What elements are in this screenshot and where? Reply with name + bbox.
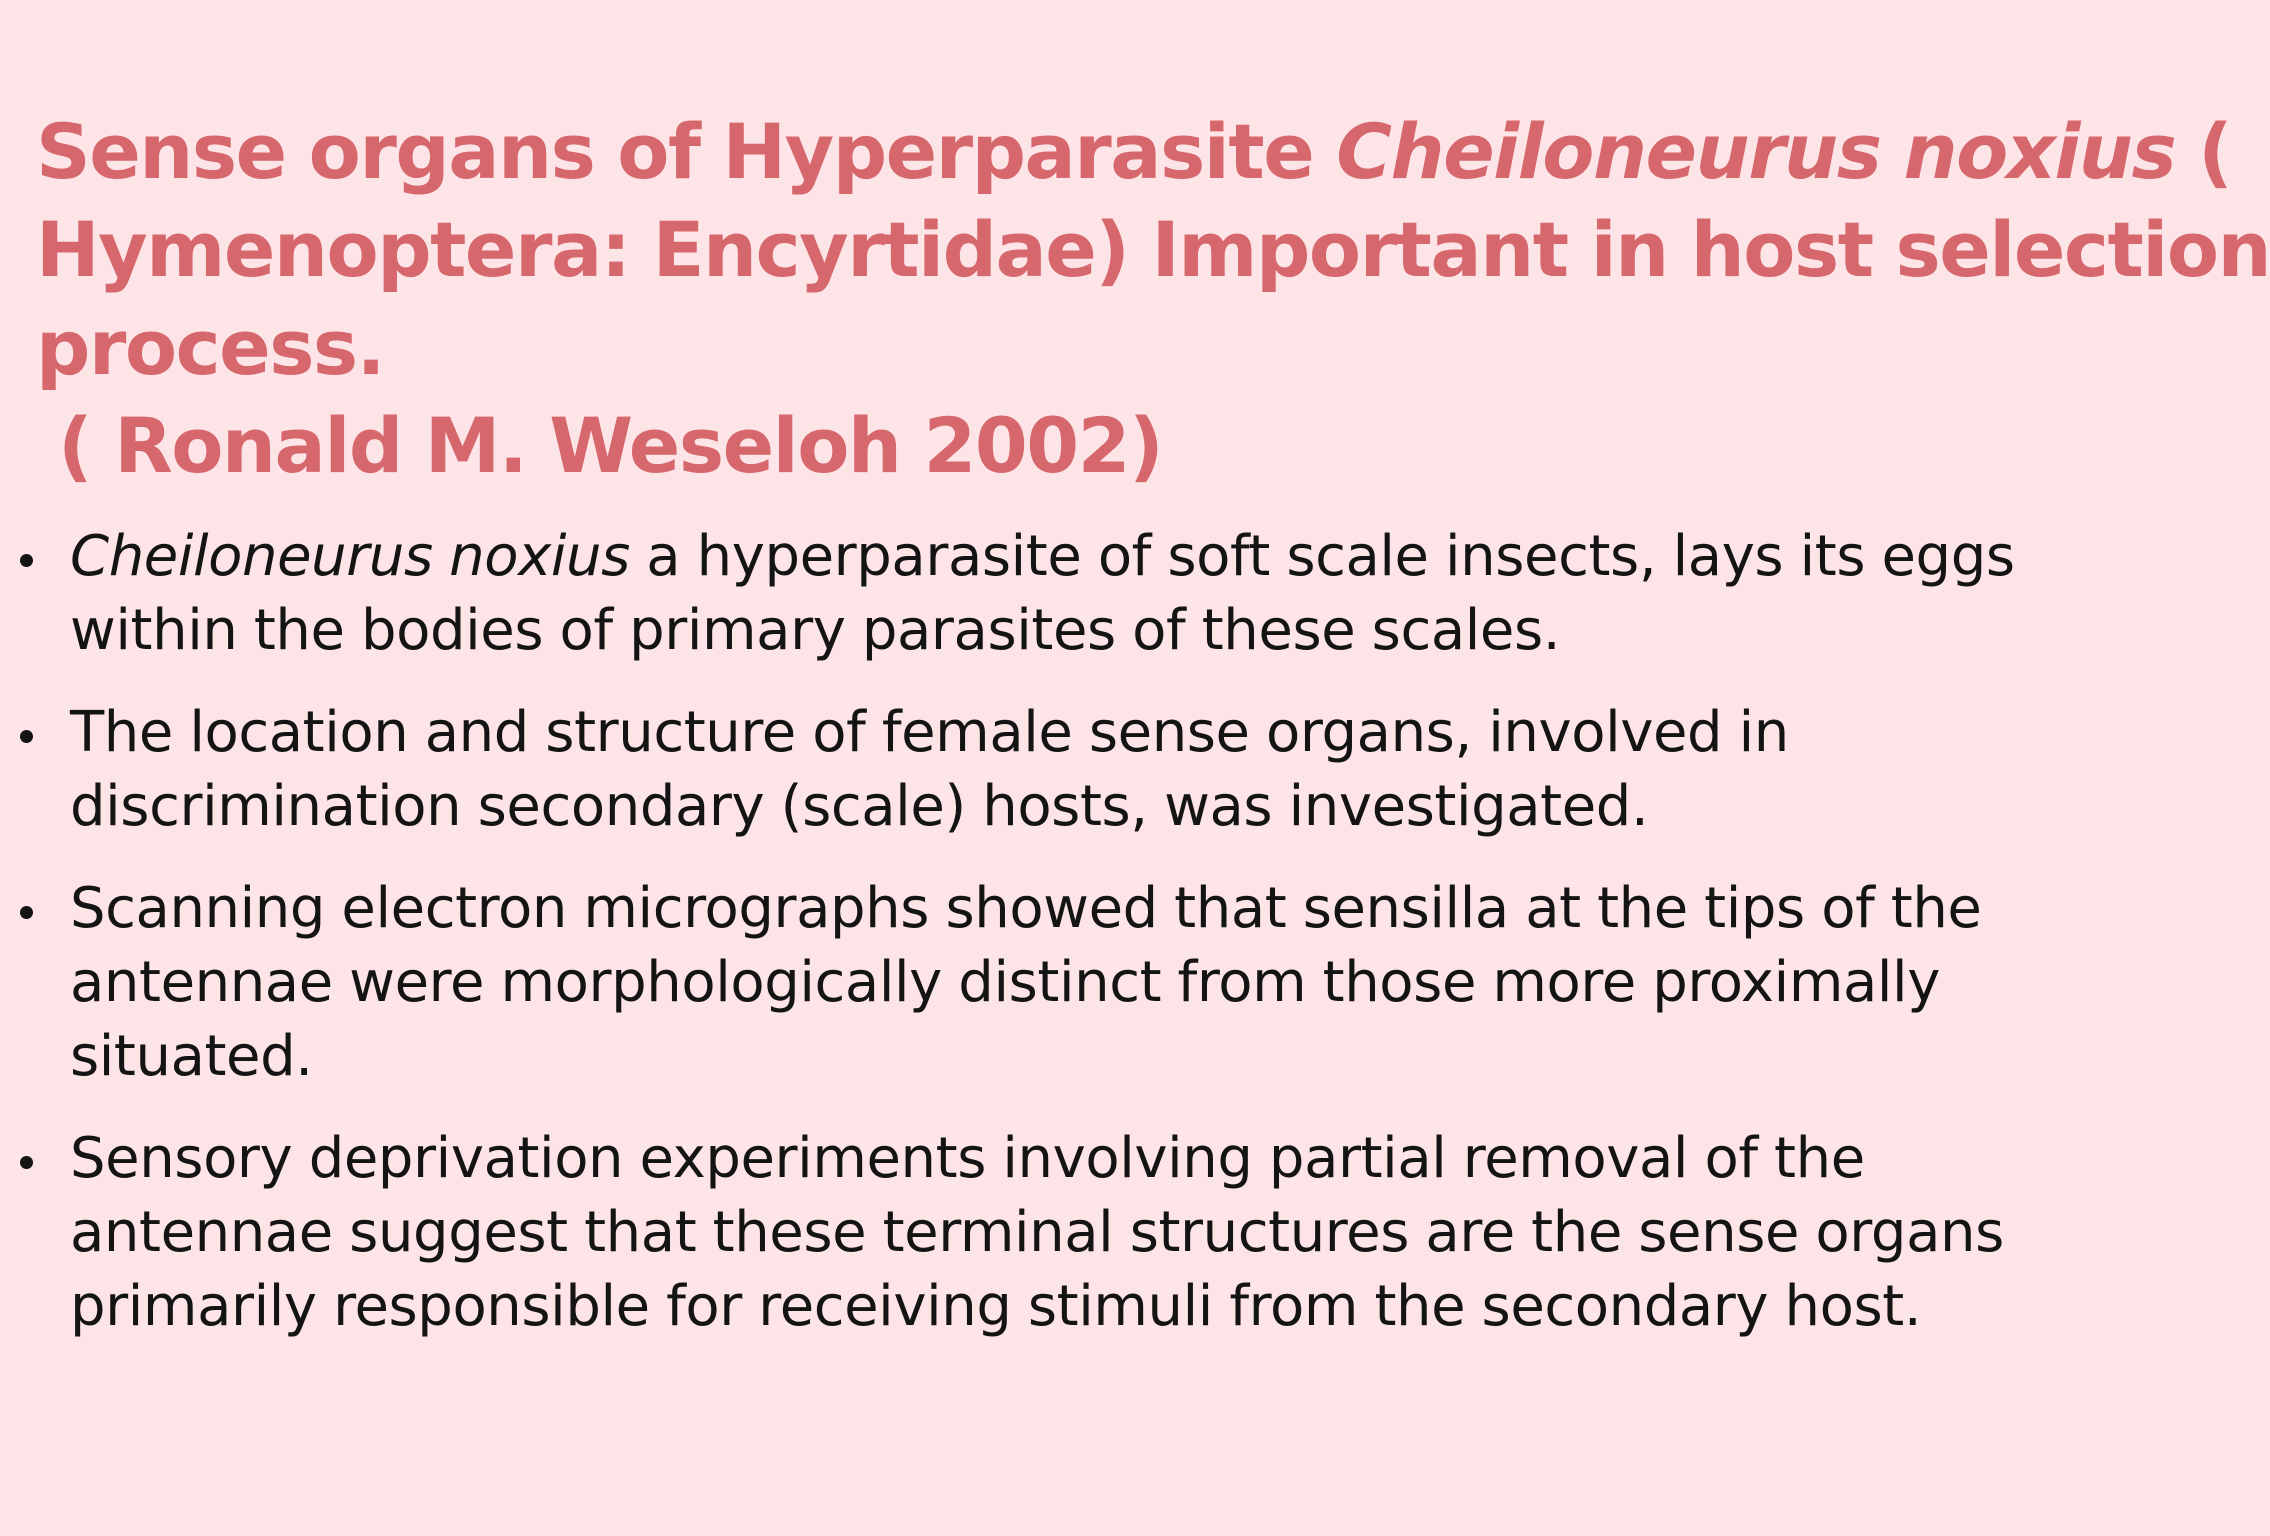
bullet-item-2 xyxy=(0,696,2048,844)
bullet-dot-icon xyxy=(20,730,33,743)
bullet-3-line-3: situated. xyxy=(70,1024,313,1089)
bullet-item-4 xyxy=(0,1122,2048,1344)
bullet-3-line-1: Scanning electron micrographs showed that sensilla at the tips of the xyxy=(70,876,1982,941)
title-prefix: Sense organs of Hyperparasite xyxy=(36,106,1337,196)
bullet-2-line-1: The location and structure of female sense organs, involved in xyxy=(70,700,1789,765)
title-line-1 xyxy=(36,103,2232,201)
title-line-2: Hymenoptera: Encyrtidae) Important in host selection xyxy=(36,204,2270,294)
title-line-3: process. xyxy=(36,302,385,392)
bullet-2-line-2: discrimination secondary (scale) hosts, was investigated. xyxy=(70,774,1649,839)
title-citation: ( Ronald M. Weseloh 2002) xyxy=(58,400,1163,490)
bullet-item-1 xyxy=(0,520,2048,668)
bullet-dot-icon xyxy=(20,906,33,919)
bullet-3-line-2: antennae were morphologically distinct from those more proximally xyxy=(70,950,1940,1015)
bullet-4-line-2: antennae suggest that these terminal structures are the sense organs xyxy=(70,1200,2004,1265)
bullet-dot-icon xyxy=(20,554,33,567)
bullet-1-line-2: within the bodies of primary parasites of these scales. xyxy=(70,598,1561,663)
bullet-1-line-1 xyxy=(70,520,2048,594)
bullet-list xyxy=(0,520,2048,1372)
slide-title xyxy=(36,103,2270,495)
bullet-4-line-1: Sensory deprivation experiments involving partial removal of the xyxy=(70,1126,1865,1191)
title-open-paren: ( xyxy=(2175,106,2232,196)
title-species-italic: Cheiloneurus noxius xyxy=(1336,106,2176,196)
bullet-item-3 xyxy=(0,872,2048,1094)
bullet-1-species-italic: Cheiloneurus noxius xyxy=(70,524,630,589)
bullet-dot-icon xyxy=(20,1156,33,1169)
bullet-1-line-1-text: a hyperparasite of soft scale insects, lays its eggs xyxy=(646,524,2015,589)
bullet-4-line-3: primarily responsible for receiving stimuli from the secondary host. xyxy=(70,1274,1922,1339)
